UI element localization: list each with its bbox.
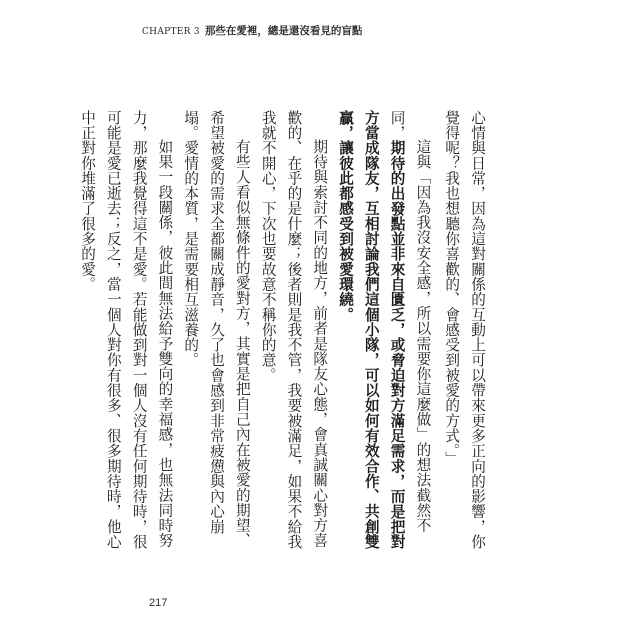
paragraph-1-text: 心情與日常，因為這對關係的互動上可以帶來更多正向的影響，你覺得呢？我也想聽你喜歡的、會感受到被愛的方式。」 — [443, 110, 486, 550]
chapter-label: CHAPTER 3 — [142, 27, 200, 37]
paragraph-2-text: 這與「因為我沒安全感，所以需要你這麼做」的想法截然不同， — [388, 110, 432, 534]
paragraph-4-text: 有些人看似無條件的愛對方，其實是把自己內在被愛的期望、希望被愛的需求全都關成靜音，久了也會感到非常疲憊與內心崩塌。愛情的本質，是需要相互滋養的。 — [182, 110, 251, 549]
paragraph-2-emphasis: 期待的出發點並非來自匱乏，或脅迫對方滿足需求，而是把對方當成隊友，互相討論我們這個小隊，可以如何有效合作、共創雙贏，讓彼此都感受到被愛環繞。 — [337, 110, 406, 550]
paragraph-1 — [438, 110, 490, 560]
paragraph-3 — [255, 110, 332, 560]
paragraph-5-text: 如果一段關係，彼此間無法給予雙向的幸福感，也無法同時努力，那麼我覺得這不是愛。若能做到對一個人沒有任何期待時，很可能是愛已逝去；反之，當一個人對你有很多、很多期待時，他心中正對你堆滿了很多的愛。 — [79, 110, 174, 550]
paragraph-3-text: 期待與索討不同的地方，前者是隊友心態，會真誠關心對方喜歡的、在乎的是什麼；後者則是我不管，我要被滿足，如果不給我我就不開心，下次也要故意不稱你的意。 — [259, 110, 329, 550]
paragraph-4 — [177, 110, 254, 560]
running-head — [142, 24, 362, 39]
paragraph-2 — [332, 110, 435, 560]
page-number: 217 — [149, 597, 168, 609]
body-text — [74, 110, 490, 560]
chapter-title: 那些在愛裡，總是還沒看見的盲點 — [204, 25, 363, 37]
paragraph-5 — [74, 110, 177, 560]
